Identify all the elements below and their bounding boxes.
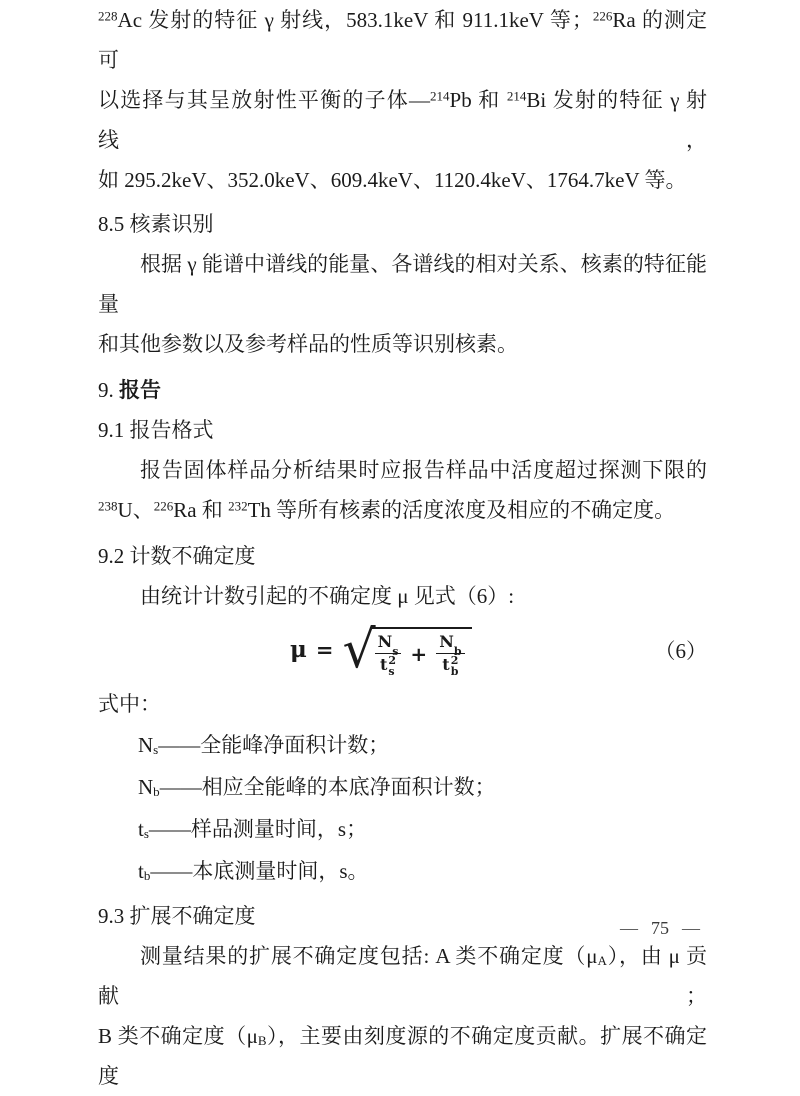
- frac2-denominator-sub: b: [450, 664, 459, 678]
- paragraph-line: 如 295.2keV、352.0keV、609.4keV、1120.4keV、1764.7keV 等。: [98, 168, 687, 192]
- fraction-ns-over-ts2: N s t 2 s: [375, 633, 402, 676]
- definition-nb: $N_b——$相应全能峰的本底净面积计数；: [138, 775, 496, 799]
- equation-6: [98, 616, 707, 684]
- plus-sign: +: [410, 641, 428, 666]
- frac2-denominator-base: t: [442, 655, 450, 675]
- equation-number: （6）: [654, 639, 707, 663]
- section-heading-9: 9. 报告: [98, 378, 161, 402]
- paragraph-line: $^{238}$U、$^{226}$Ra 和 $^{232}$Th 等所有核素的活度浓度及相应的不确定度。: [98, 498, 676, 522]
- frac1-numerator-base: N: [377, 632, 393, 652]
- equals-sign: =: [315, 637, 334, 663]
- paragraph-line: 和其他参数以及参考样品的性质等识别核素。: [98, 332, 518, 356]
- paragraph-line: 测量结果的扩展不确定度包括: A 类不确定度$(\mu_A)$，由 μ 贡献；: [98, 944, 707, 1008]
- square-root: [342, 620, 471, 681]
- frac1-denominator-base: t: [379, 655, 388, 675]
- definition-ns: $N_s——$全能峰净面积计数；: [138, 733, 390, 757]
- section-heading-9-3: 9.3 扩展不确定度: [98, 904, 256, 928]
- radicand: [370, 627, 472, 676]
- section-heading-9-2: 9.2 计数不确定度: [98, 544, 256, 568]
- equation-body: [290, 620, 472, 681]
- mu-symbol: μ: [290, 636, 307, 664]
- frac2-numerator-base: N: [439, 632, 454, 652]
- paragraph-line: 由统计计数引起的不确定度 μ 见式（6）:: [140, 584, 515, 608]
- section-heading-9-1: 9.1 报告格式: [98, 418, 214, 442]
- section-heading-8-5: 8.5 核素识别: [98, 212, 214, 236]
- definition-ts: $t_s——$样品测量时间，s；: [138, 817, 368, 841]
- paragraph-line: 报告固体样品分析结果时应报告样品中活度超过探测下限的: [140, 458, 707, 482]
- paragraph-line: B 类不确定度$(\mu_B)$，主要由刻度源的不确定度贡献。扩展不确定度: [98, 1024, 708, 1088]
- fraction-nb-over-tb2: N b t 2 b: [436, 633, 464, 676]
- radical-icon: √: [342, 620, 376, 681]
- paragraph-line: $^{228}$Ac 发射的特征 γ 射线，583.1keV 和 911.1keV 等；$^{226}$Ra 的测定可: [98, 8, 708, 72]
- footer-dash-right: —: [682, 918, 700, 938]
- where-clause: 式中：: [98, 692, 161, 716]
- paragraph-line: 以选择与其呈放射性平衡的子体—$^{214}$Pb 和 $^{214}$Bi 发射的特征 γ 射线，: [98, 88, 707, 152]
- frac1-denominator-exp: 2: [388, 653, 397, 667]
- page-footer: [0, 918, 700, 939]
- frac1-denominator-sub: s: [388, 664, 395, 678]
- page-number: 75: [651, 918, 669, 938]
- footer-dash-left: —: [620, 918, 638, 938]
- definition-tb: $t_b——$本底测量时间，s。: [138, 859, 369, 883]
- paragraph-line: 根据 γ 能谱中谱线的能量、各谱线的相对关系、核素的特征能量: [98, 252, 707, 316]
- frac2-denominator-exp: 2: [450, 653, 459, 667]
